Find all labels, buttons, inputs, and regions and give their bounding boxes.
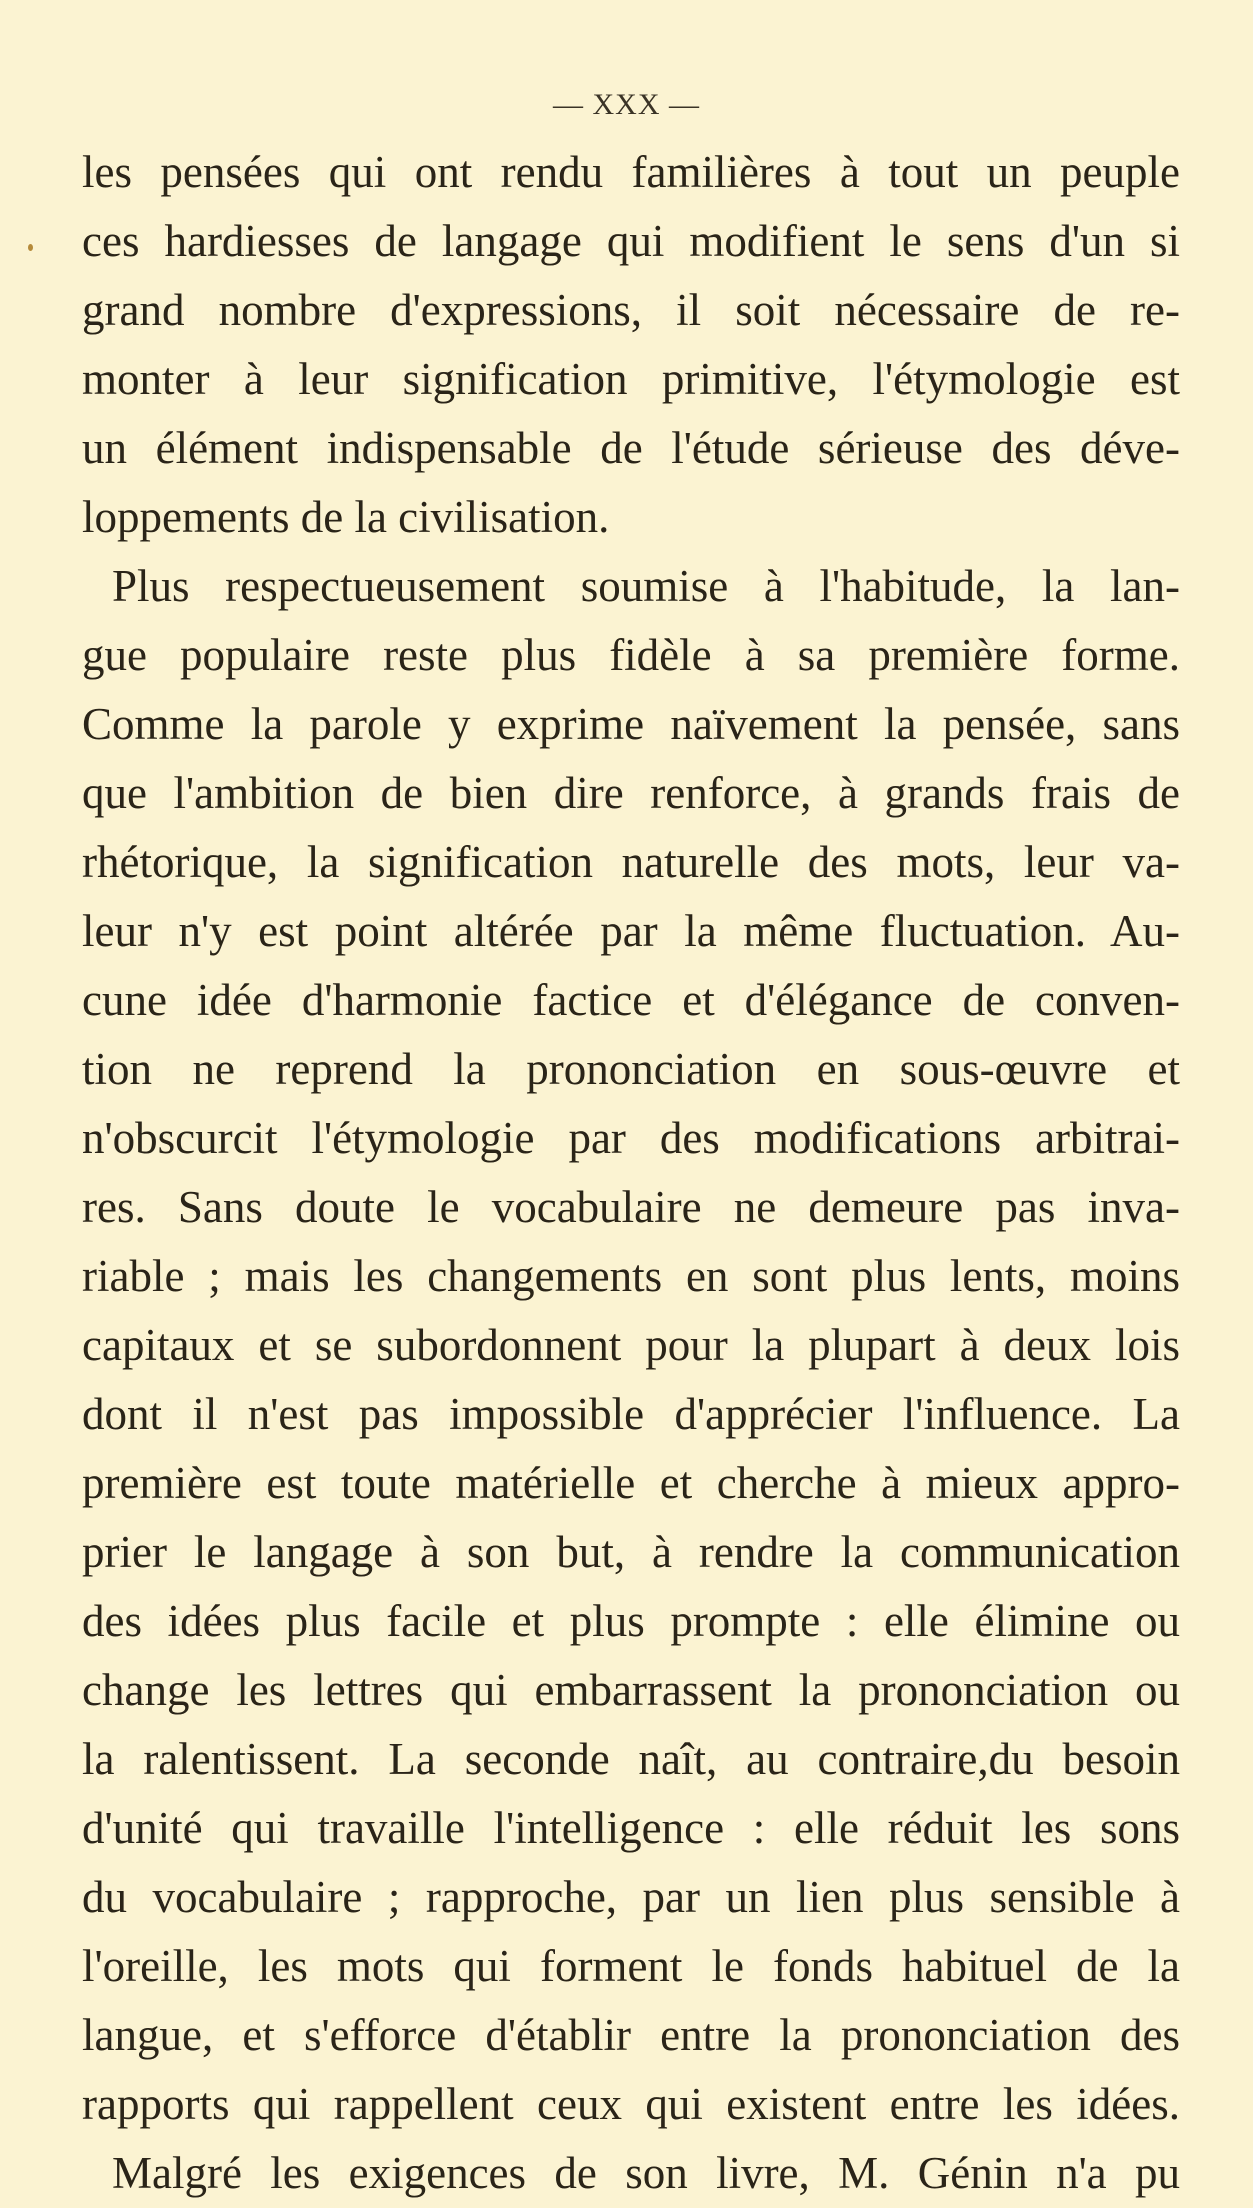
text-line: dont il n'est pas impossible d'apprécier l'influence. La [82, 1389, 1180, 1439]
text-line: ces hardiesses de langage qui modifient le sens d'un si [82, 216, 1180, 266]
text-line: grand nombre d'expressions, il soit nécessaire de re- [82, 285, 1180, 335]
text-line: l'oreille, les mots qui forment le fonds habituel de la [82, 1941, 1180, 1991]
text-line: des idées plus facile et plus prompte : elle élimine ou [82, 1596, 1180, 1646]
text-line: langue, et s'efforce d'établir entre la prononciation des [82, 2010, 1180, 2060]
text-line: change les lettres qui embarrassent la prononciation ou [82, 1665, 1180, 1715]
text-line: un élément indispensable de l'étude sérieuse des déve- [82, 423, 1180, 473]
text-line: rhétorique, la signification naturelle des mots, leur va- [82, 837, 1180, 887]
text-line: n'obscurcit l'étymologie par des modifications arbitrai- [82, 1113, 1180, 1163]
text-line: riable ; mais les changements en sont plus lents, moins [82, 1251, 1180, 1301]
text-line: capitaux et se subordonnent pour la plupart à deux lois [82, 1320, 1180, 1370]
text-line: gue populaire reste plus fidèle à sa première forme. [82, 630, 1180, 680]
text-line: les pensées qui ont rendu familières à tout un peuple [82, 147, 1180, 197]
text-line: leur n'y est point altérée par la même fluctuation. Au- [82, 906, 1180, 956]
text-line: tion ne reprend la prononciation en sous-œuvre et [82, 1044, 1180, 1094]
text-line: Comme la parole y exprime naïvement la pensée, sans [82, 699, 1180, 749]
text-line: d'unité qui travaille l'intelligence : elle réduit les sons [82, 1803, 1180, 1853]
text-line: res. Sans doute le vocabulaire ne demeure pas inva- [82, 1182, 1180, 1232]
text-line: Plus respectueusement soumise à l'habitude, la lan- [112, 561, 1180, 611]
text-line: la ralentissent. La seconde naît, au contraire,du besoin [82, 1734, 1180, 1784]
text-line: Malgré les exigences de son livre, M. Génin n'a pu [112, 2148, 1180, 2198]
text-line: du vocabulaire ; rapproche, par un lien plus sensible à [82, 1872, 1180, 1922]
page-number: — XXX — [553, 88, 700, 121]
text-line: loppements de la civilisation. [82, 492, 610, 542]
text-line: que l'ambition de bien dire renforce, à grands frais de [82, 768, 1180, 818]
text-line: monter à leur signification primitive, l'étymologie est [82, 354, 1180, 404]
text-line: prier le langage à son but, à rendre la communication [82, 1527, 1180, 1577]
page-body [82, 138, 1180, 2208]
text-line: première est toute matérielle et cherche à mieux appro- [82, 1458, 1180, 1508]
ink-speck [28, 244, 33, 251]
text-line: cune idée d'harmonie factice et d'élégance de conven- [82, 975, 1180, 1025]
text-line: rapports qui rappellent ceux qui existent entre les idées. [82, 2079, 1180, 2129]
